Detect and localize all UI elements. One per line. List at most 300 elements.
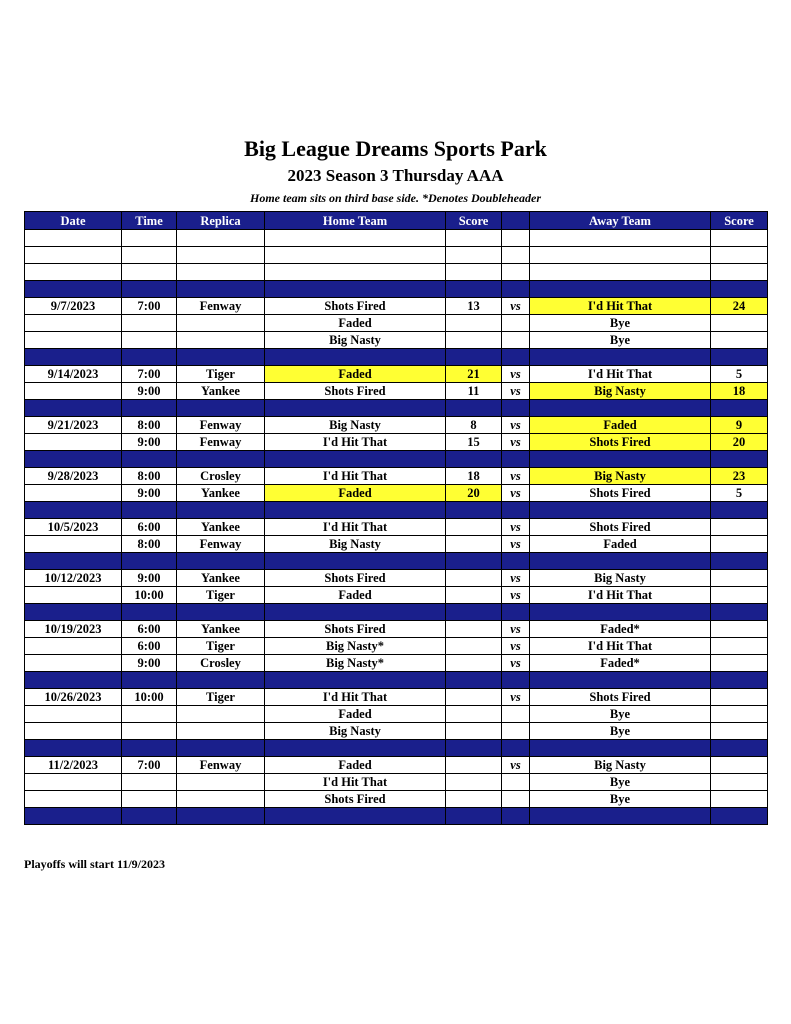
table-row <box>25 366 768 383</box>
separator-cell <box>122 502 177 519</box>
cell-vs <box>502 315 530 332</box>
blank-row <box>25 247 768 264</box>
separator-cell <box>265 349 446 366</box>
col-header-home-team: Home Team <box>265 212 446 230</box>
cell-home-team: Faded <box>265 315 446 332</box>
cell-home-score <box>446 621 502 638</box>
separator-cell <box>122 400 177 417</box>
cell-date <box>25 230 122 247</box>
cell-time <box>122 332 177 349</box>
separator-cell <box>711 808 768 825</box>
cell-away-score: 18 <box>711 383 768 400</box>
cell-vs: vs <box>502 689 530 706</box>
separator-cell <box>446 740 502 757</box>
separator-cell <box>265 400 446 417</box>
cell-date <box>25 587 122 604</box>
separator-cell <box>25 672 122 689</box>
cell-away-score: 5 <box>711 366 768 383</box>
separator-row <box>25 672 768 689</box>
cell-replica: Tiger <box>177 689 265 706</box>
separator-row <box>25 604 768 621</box>
separator-cell <box>177 349 265 366</box>
table-row <box>25 468 768 485</box>
table-row <box>25 791 768 808</box>
separator-cell <box>502 740 530 757</box>
table-row <box>25 723 768 740</box>
cell-replica: Yankee <box>177 621 265 638</box>
cell-date <box>25 332 122 349</box>
cell-home-score <box>446 264 502 281</box>
separator-cell <box>530 553 711 570</box>
cell-date <box>25 774 122 791</box>
cell-away-score <box>711 774 768 791</box>
cell-home-team: Shots Fired <box>265 570 446 587</box>
cell-away-score <box>711 230 768 247</box>
cell-home-team: Faded <box>265 366 446 383</box>
cell-away-team: Faded* <box>530 621 711 638</box>
cell-date: 10/26/2023 <box>25 689 122 706</box>
cell-home-team: I'd Hit That <box>265 689 446 706</box>
separator-cell <box>25 451 122 468</box>
cell-time <box>122 264 177 281</box>
cell-vs: vs <box>502 417 530 434</box>
cell-away-score: 23 <box>711 468 768 485</box>
cell-vs <box>502 332 530 349</box>
separator-row <box>25 808 768 825</box>
cell-home-score <box>446 757 502 774</box>
separator-cell <box>25 502 122 519</box>
cell-away-team <box>530 264 711 281</box>
separator-cell <box>265 451 446 468</box>
cell-replica <box>177 264 265 281</box>
separator-cell <box>122 553 177 570</box>
cell-replica: Crosley <box>177 468 265 485</box>
cell-replica <box>177 723 265 740</box>
separator-cell <box>711 672 768 689</box>
separator-cell <box>265 502 446 519</box>
separator-cell <box>177 808 265 825</box>
separator-cell <box>265 281 446 298</box>
cell-away-team: Big Nasty <box>530 383 711 400</box>
blank-row <box>25 264 768 281</box>
separator-cell <box>502 451 530 468</box>
table-row <box>25 519 768 536</box>
cell-home-team: Big Nasty <box>265 332 446 349</box>
cell-away-score <box>711 264 768 281</box>
table-row <box>25 774 768 791</box>
cell-home-score <box>446 230 502 247</box>
cell-vs <box>502 230 530 247</box>
cell-away-team: Shots Fired <box>530 434 711 451</box>
cell-away-score <box>711 570 768 587</box>
separator-cell <box>446 400 502 417</box>
separator-cell <box>177 672 265 689</box>
cell-time: 10:00 <box>122 689 177 706</box>
cell-home-team: I'd Hit That <box>265 468 446 485</box>
cell-away-score <box>711 587 768 604</box>
cell-time: 9:00 <box>122 383 177 400</box>
separator-cell <box>446 502 502 519</box>
cell-home-team: I'd Hit That <box>265 434 446 451</box>
separator-cell <box>25 400 122 417</box>
cell-home-score <box>446 706 502 723</box>
cell-home-team: Faded <box>265 485 446 502</box>
cell-away-score <box>711 723 768 740</box>
cell-date: 9/7/2023 <box>25 298 122 315</box>
cell-time: 9:00 <box>122 655 177 672</box>
col-header-away-team: Away Team <box>530 212 711 230</box>
table-row <box>25 655 768 672</box>
table-row <box>25 621 768 638</box>
cell-replica <box>177 247 265 264</box>
separator-cell <box>502 400 530 417</box>
col-header-replica: Replica <box>177 212 265 230</box>
cell-time <box>122 774 177 791</box>
cell-date: 10/5/2023 <box>25 519 122 536</box>
playoffs-note: Playoffs will start 11/9/2023 <box>24 857 165 871</box>
cell-time: 7:00 <box>122 366 177 383</box>
cell-home-score: 18 <box>446 468 502 485</box>
cell-home-score <box>446 587 502 604</box>
cell-replica: Crosley <box>177 655 265 672</box>
cell-away-team: Big Nasty <box>530 468 711 485</box>
separator-cell <box>530 451 711 468</box>
separator-cell <box>530 349 711 366</box>
separator-cell <box>711 400 768 417</box>
cell-vs: vs <box>502 621 530 638</box>
cell-date <box>25 723 122 740</box>
separator-cell <box>530 281 711 298</box>
cell-date <box>25 485 122 502</box>
separator-cell <box>265 740 446 757</box>
cell-home-team: I'd Hit That <box>265 519 446 536</box>
cell-away-score: 20 <box>711 434 768 451</box>
cell-away-team: Bye <box>530 706 711 723</box>
cell-date: 11/2/2023 <box>25 757 122 774</box>
cell-home-team: Shots Fired <box>265 621 446 638</box>
table-row <box>25 383 768 400</box>
separator-cell <box>177 502 265 519</box>
cell-home-score <box>446 774 502 791</box>
cell-away-team: Big Nasty <box>530 757 711 774</box>
separator-cell <box>25 604 122 621</box>
cell-time: 7:00 <box>122 298 177 315</box>
separator-cell <box>122 281 177 298</box>
cell-home-score <box>446 247 502 264</box>
separator-cell <box>502 349 530 366</box>
cell-time: 8:00 <box>122 536 177 553</box>
cell-time: 6:00 <box>122 621 177 638</box>
table-row <box>25 434 768 451</box>
cell-time: 9:00 <box>122 434 177 451</box>
cell-away-score <box>711 757 768 774</box>
cell-vs <box>502 774 530 791</box>
cell-home-team: Faded <box>265 706 446 723</box>
separator-cell <box>265 672 446 689</box>
separator-row <box>25 740 768 757</box>
cell-vs: vs <box>502 587 530 604</box>
cell-away-team: Bye <box>530 332 711 349</box>
cell-home-score <box>446 723 502 740</box>
cell-home-score <box>446 332 502 349</box>
cell-replica: Fenway <box>177 536 265 553</box>
cell-home-team: I'd Hit That <box>265 774 446 791</box>
cell-replica: Fenway <box>177 757 265 774</box>
cell-home-team: Big Nasty <box>265 536 446 553</box>
cell-home-team: Faded <box>265 587 446 604</box>
cell-away-team: Bye <box>530 723 711 740</box>
cell-away-score <box>711 621 768 638</box>
cell-away-score: 5 <box>711 485 768 502</box>
separator-cell <box>530 604 711 621</box>
col-header-time: Time <box>122 212 177 230</box>
cell-vs <box>502 706 530 723</box>
separator-row <box>25 553 768 570</box>
cell-replica: Tiger <box>177 638 265 655</box>
separator-cell <box>711 281 768 298</box>
cell-time <box>122 791 177 808</box>
separator-cell <box>711 740 768 757</box>
cell-home-score: 8 <box>446 417 502 434</box>
cell-away-team: Faded <box>530 536 711 553</box>
page-title: Big League Dreams Sports Park <box>244 136 547 161</box>
cell-date <box>25 434 122 451</box>
cell-time: 8:00 <box>122 417 177 434</box>
separator-cell <box>177 400 265 417</box>
cell-home-score <box>446 689 502 706</box>
cell-away-score <box>711 315 768 332</box>
cell-replica <box>177 791 265 808</box>
cell-date <box>25 247 122 264</box>
cell-home-team <box>265 230 446 247</box>
separator-cell <box>122 604 177 621</box>
cell-vs <box>502 264 530 281</box>
cell-away-team: Bye <box>530 791 711 808</box>
cell-date: 10/19/2023 <box>25 621 122 638</box>
col-header-home-score: Score <box>446 212 502 230</box>
cell-time: 7:00 <box>122 757 177 774</box>
table-row <box>25 638 768 655</box>
cell-time: 6:00 <box>122 638 177 655</box>
cell-date: 10/12/2023 <box>25 570 122 587</box>
separator-cell <box>122 349 177 366</box>
cell-home-score <box>446 519 502 536</box>
cell-time: 9:00 <box>122 485 177 502</box>
separator-cell <box>177 740 265 757</box>
cell-away-team: Shots Fired <box>530 519 711 536</box>
cell-home-team: Shots Fired <box>265 791 446 808</box>
cell-replica: Yankee <box>177 485 265 502</box>
separator-cell <box>446 672 502 689</box>
cell-home-team <box>265 264 446 281</box>
cell-vs: vs <box>502 519 530 536</box>
cell-replica: Yankee <box>177 570 265 587</box>
schedule-body <box>25 230 768 825</box>
cell-away-team <box>530 230 711 247</box>
cell-date <box>25 536 122 553</box>
cell-home-score: 13 <box>446 298 502 315</box>
table-row <box>25 298 768 315</box>
separator-cell <box>177 553 265 570</box>
cell-away-team: Bye <box>530 315 711 332</box>
separator-row <box>25 281 768 298</box>
cell-away-score <box>711 638 768 655</box>
separator-cell <box>446 349 502 366</box>
cell-vs: vs <box>502 366 530 383</box>
cell-away-score <box>711 247 768 264</box>
cell-vs: vs <box>502 536 530 553</box>
cell-vs: vs <box>502 383 530 400</box>
cell-replica <box>177 774 265 791</box>
cell-time <box>122 723 177 740</box>
table-row <box>25 757 768 774</box>
separator-row <box>25 400 768 417</box>
cell-time: 6:00 <box>122 519 177 536</box>
cell-date: 9/28/2023 <box>25 468 122 485</box>
separator-cell <box>177 281 265 298</box>
separator-cell <box>25 349 122 366</box>
separator-row <box>25 451 768 468</box>
cell-away-score <box>711 332 768 349</box>
cell-vs <box>502 723 530 740</box>
blank-row <box>25 230 768 247</box>
separator-cell <box>177 451 265 468</box>
cell-vs: vs <box>502 757 530 774</box>
separator-cell <box>122 451 177 468</box>
cell-home-team: Big Nasty* <box>265 655 446 672</box>
cell-away-score: 9 <box>711 417 768 434</box>
cell-time: 9:00 <box>122 570 177 587</box>
table-row <box>25 315 768 332</box>
cell-vs: vs <box>502 434 530 451</box>
cell-home-team: Big Nasty* <box>265 638 446 655</box>
table-row <box>25 587 768 604</box>
cell-home-team: Shots Fired <box>265 383 446 400</box>
separator-cell <box>25 281 122 298</box>
cell-replica: Fenway <box>177 417 265 434</box>
separator-cell <box>177 604 265 621</box>
separator-cell <box>265 553 446 570</box>
separator-cell <box>502 672 530 689</box>
cell-away-team: I'd Hit That <box>530 587 711 604</box>
separator-cell <box>122 808 177 825</box>
cell-away-score <box>711 706 768 723</box>
cell-away-team: I'd Hit That <box>530 298 711 315</box>
cell-replica <box>177 230 265 247</box>
separator-row <box>25 502 768 519</box>
cell-away-score: 24 <box>711 298 768 315</box>
cell-replica: Tiger <box>177 587 265 604</box>
cell-time: 8:00 <box>122 468 177 485</box>
table-row <box>25 485 768 502</box>
separator-cell <box>446 281 502 298</box>
separator-cell <box>25 808 122 825</box>
cell-home-score: 15 <box>446 434 502 451</box>
cell-home-score: 11 <box>446 383 502 400</box>
cell-vs <box>502 791 530 808</box>
cell-away-score <box>711 536 768 553</box>
table-row <box>25 706 768 723</box>
cell-time <box>122 315 177 332</box>
cell-date <box>25 638 122 655</box>
cell-date <box>25 315 122 332</box>
cell-replica: Yankee <box>177 519 265 536</box>
cell-away-score <box>711 519 768 536</box>
cell-vs: vs <box>502 468 530 485</box>
separator-cell <box>446 553 502 570</box>
cell-home-team: Shots Fired <box>265 298 446 315</box>
cell-date <box>25 791 122 808</box>
cell-home-score: 21 <box>446 366 502 383</box>
cell-vs <box>502 247 530 264</box>
cell-home-score <box>446 655 502 672</box>
separator-row <box>25 349 768 366</box>
cell-home-team: Faded <box>265 757 446 774</box>
separator-cell <box>25 740 122 757</box>
separator-cell <box>122 740 177 757</box>
separator-cell <box>265 604 446 621</box>
cell-home-score: 20 <box>446 485 502 502</box>
table-header-row <box>25 212 768 230</box>
separator-cell <box>502 808 530 825</box>
table-row <box>25 570 768 587</box>
cell-replica: Yankee <box>177 383 265 400</box>
separator-cell <box>446 451 502 468</box>
cell-vs: vs <box>502 570 530 587</box>
separator-cell <box>502 604 530 621</box>
cell-time <box>122 230 177 247</box>
page-note: Home team sits on third base side. *Denotes Doubleheader <box>250 191 541 205</box>
cell-home-team: Big Nasty <box>265 723 446 740</box>
cell-away-team: Big Nasty <box>530 570 711 587</box>
cell-time: 10:00 <box>122 587 177 604</box>
separator-cell <box>530 502 711 519</box>
cell-replica: Fenway <box>177 298 265 315</box>
cell-home-team <box>265 247 446 264</box>
table-row <box>25 536 768 553</box>
separator-cell <box>530 672 711 689</box>
separator-cell <box>711 349 768 366</box>
cell-replica: Tiger <box>177 366 265 383</box>
cell-home-score <box>446 315 502 332</box>
schedule-table <box>24 211 768 825</box>
separator-cell <box>711 502 768 519</box>
separator-cell <box>502 502 530 519</box>
separator-cell <box>530 400 711 417</box>
separator-cell <box>446 604 502 621</box>
separator-cell <box>265 808 446 825</box>
separator-cell <box>711 451 768 468</box>
cell-vs: vs <box>502 655 530 672</box>
cell-date <box>25 706 122 723</box>
cell-away-team: I'd Hit That <box>530 366 711 383</box>
cell-away-score <box>711 791 768 808</box>
cell-away-team: Bye <box>530 774 711 791</box>
cell-time <box>122 247 177 264</box>
table-row <box>25 689 768 706</box>
cell-away-team: I'd Hit That <box>530 638 711 655</box>
cell-home-team: Big Nasty <box>265 417 446 434</box>
cell-date: 9/21/2023 <box>25 417 122 434</box>
cell-vs: vs <box>502 485 530 502</box>
cell-away-team: Faded <box>530 417 711 434</box>
cell-home-score <box>446 791 502 808</box>
cell-time <box>122 706 177 723</box>
cell-date: 9/14/2023 <box>25 366 122 383</box>
cell-date <box>25 655 122 672</box>
cell-home-score <box>446 536 502 553</box>
separator-cell <box>25 553 122 570</box>
